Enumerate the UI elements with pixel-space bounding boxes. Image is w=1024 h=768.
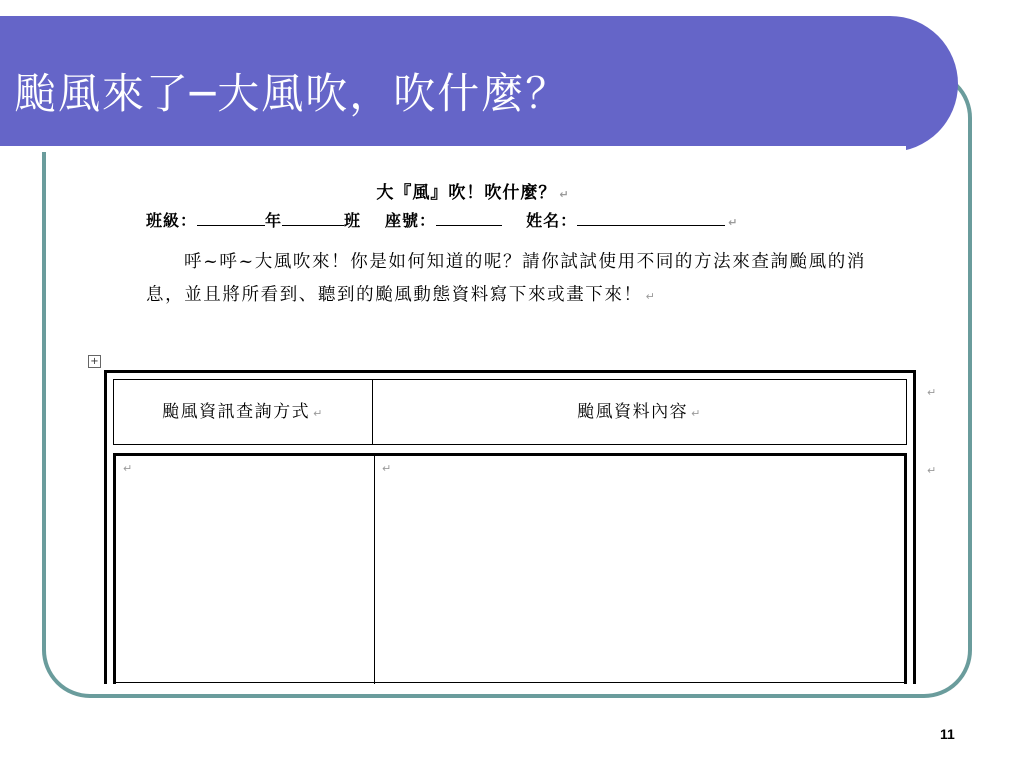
table-header-method [114, 380, 373, 444]
worksheet-heading-text: 大『風』吹！吹什麼？ [376, 183, 557, 203]
header-method-text: 颱風資訊查詢方式 [162, 402, 311, 422]
student-info-line [146, 208, 738, 231]
seat-label: 座號： [385, 211, 437, 230]
table-cell-method[interactable] [116, 456, 375, 684]
instruction-text: 呼~呼~大風吹來！你是如何知道的呢？請你試試使用不同的方法來查詢颱風的消息，並且將所看到、聽到的颱風動態資料寫下來或畫下來！ [146, 252, 866, 305]
class-year-blank[interactable] [197, 209, 265, 226]
paragraph-mark-icon: ↵ [927, 386, 937, 399]
year-label: 年 [265, 211, 283, 230]
paragraph-mark-icon: ↵ [645, 290, 657, 303]
header-content-text: 颱風資料內容 [577, 402, 689, 422]
worksheet-heading [88, 178, 858, 203]
paragraph-mark-icon: ↵ [313, 407, 324, 420]
table-row-divider [116, 682, 904, 683]
paragraph-mark-icon: ↵ [123, 462, 133, 475]
title-bar [0, 16, 958, 152]
paragraph-mark-icon: ↵ [559, 188, 570, 201]
paragraph-mark-icon: ↵ [927, 464, 937, 477]
table-header-row [113, 379, 907, 445]
seat-number-blank[interactable] [436, 209, 502, 226]
class-label: 班級： [146, 211, 198, 230]
name-blank[interactable] [577, 209, 725, 226]
class-number-blank[interactable] [282, 209, 344, 226]
class-suffix-label: 班 [344, 211, 362, 230]
paragraph-mark-icon: ↵ [728, 216, 739, 229]
table-header-content [373, 380, 906, 444]
slide-title: 颱風來了─大風吹，吹什麼？ [14, 69, 570, 118]
paragraph-mark-icon: ↵ [382, 462, 392, 475]
embedded-document [88, 172, 948, 684]
move-handle-icon[interactable]: + [88, 355, 101, 368]
typhoon-info-table [104, 370, 916, 684]
paragraph-mark-icon: ↵ [691, 407, 702, 420]
page-number: 11 [940, 726, 955, 742]
name-label: 姓名： [526, 211, 578, 230]
title-underline [0, 146, 906, 152]
instruction-paragraph [146, 246, 898, 313]
table-body-row [113, 453, 907, 684]
table-cell-content[interactable] [375, 456, 904, 684]
